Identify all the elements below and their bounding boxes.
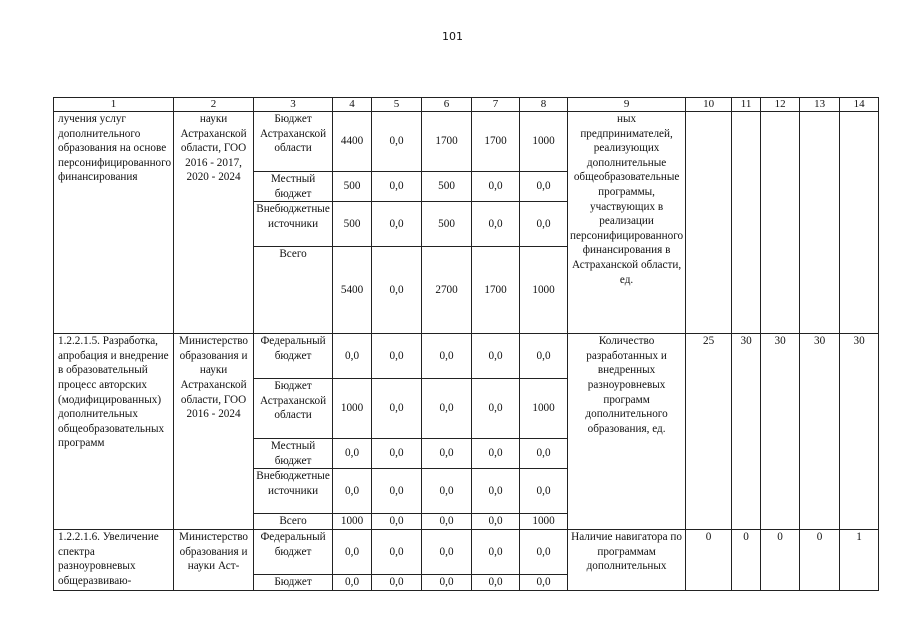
value-cell: 500 bbox=[422, 172, 472, 202]
value-cell: 0,0 bbox=[520, 202, 568, 247]
value-cell: 1000 bbox=[520, 247, 568, 334]
value-cell: 0,0 bbox=[372, 247, 422, 334]
header-cell: 10 bbox=[686, 98, 732, 112]
header-cell: 5 bbox=[372, 98, 422, 112]
value-cell: 2700 bbox=[422, 247, 472, 334]
value-cell: 0,0 bbox=[372, 112, 422, 172]
header-cell: 13 bbox=[800, 98, 840, 112]
value-cell: 1000 bbox=[520, 112, 568, 172]
target-cell bbox=[761, 112, 800, 334]
target-cell: 25 bbox=[686, 334, 732, 530]
table-row bbox=[54, 529, 879, 574]
funding-source-cell: Местный бюджет bbox=[254, 172, 333, 202]
header-cell: 7 bbox=[472, 98, 520, 112]
value-cell: 1000 bbox=[520, 514, 568, 530]
funding-source-cell: Внебюджетные источники bbox=[254, 202, 333, 247]
value-cell: 0,0 bbox=[472, 574, 520, 590]
value-cell: 0,0 bbox=[472, 334, 520, 379]
header-cell: 2 bbox=[174, 98, 254, 112]
value-cell: 4400 bbox=[333, 112, 372, 172]
table-row bbox=[54, 334, 879, 379]
funding-source-cell: Бюджет bbox=[254, 574, 333, 590]
value-cell: 0,0 bbox=[422, 469, 472, 514]
value-cell: 0,0 bbox=[372, 334, 422, 379]
value-cell: 1000 bbox=[333, 379, 372, 439]
indicator-cell: ных предпринимателей, реализующих дополнительные общеобразовательные программы, участвующих в реализации персонифицированного финансирования в Астраханской области, ед. bbox=[568, 112, 686, 334]
value-cell: 1700 bbox=[472, 112, 520, 172]
value-cell: 0,0 bbox=[520, 334, 568, 379]
value-cell: 0,0 bbox=[372, 379, 422, 439]
header-cell: 14 bbox=[840, 98, 879, 112]
value-cell: 500 bbox=[333, 202, 372, 247]
header-cell: 1 bbox=[54, 98, 174, 112]
funding-source-cell: Бюджет Астраханской области bbox=[254, 379, 333, 439]
target-cell bbox=[800, 112, 840, 334]
value-cell: 0,0 bbox=[333, 574, 372, 590]
target-cell bbox=[686, 112, 732, 334]
value-cell: 0,0 bbox=[422, 334, 472, 379]
value-cell: 0,0 bbox=[333, 469, 372, 514]
value-cell: 0,0 bbox=[472, 172, 520, 202]
page-number: 101 bbox=[442, 30, 463, 43]
funding-source-cell: Всего bbox=[254, 514, 333, 530]
value-cell: 0,0 bbox=[472, 379, 520, 439]
value-cell: 0,0 bbox=[422, 574, 472, 590]
funding-source-cell: Федеральный бюджет bbox=[254, 334, 333, 379]
value-cell: 0,0 bbox=[520, 439, 568, 469]
target-cell: 0 bbox=[686, 529, 732, 590]
header-cell: 9 bbox=[568, 98, 686, 112]
value-cell: 5400 bbox=[333, 247, 372, 334]
target-cell: 0 bbox=[732, 529, 761, 590]
target-cell: 1 bbox=[840, 529, 879, 590]
value-cell: 500 bbox=[333, 172, 372, 202]
header-cell: 8 bbox=[520, 98, 568, 112]
value-cell: 0,0 bbox=[372, 439, 422, 469]
value-cell: 0,0 bbox=[422, 529, 472, 574]
value-cell: 0,0 bbox=[372, 529, 422, 574]
value-cell: 0,0 bbox=[372, 574, 422, 590]
table-row bbox=[54, 112, 879, 172]
value-cell: 0,0 bbox=[372, 469, 422, 514]
header-cell: 4 bbox=[333, 98, 372, 112]
target-cell: 30 bbox=[800, 334, 840, 530]
value-cell: 0,0 bbox=[333, 334, 372, 379]
value-cell: 1000 bbox=[333, 514, 372, 530]
target-cell: 0 bbox=[800, 529, 840, 590]
header-cell: 11 bbox=[732, 98, 761, 112]
activity-cell: 1.2.2.1.5. Разработка, апробация и внедрение в образовательный процесс авторских (модифицированных) дополнительных общеобразовательных программ bbox=[54, 334, 174, 530]
value-cell: 500 bbox=[422, 202, 472, 247]
executor-cell: Министерство образования и науки Астраханской области, ГОО 2016 - 2024 bbox=[174, 334, 254, 530]
value-cell: 1700 bbox=[422, 112, 472, 172]
value-cell: 0,0 bbox=[520, 469, 568, 514]
value-cell: 0,0 bbox=[422, 514, 472, 530]
target-cell bbox=[732, 112, 761, 334]
activity-cell: лучения услуг дополнительного образования на основе персонифицированного финансирования bbox=[54, 112, 174, 334]
value-cell: 1000 bbox=[520, 379, 568, 439]
header-cell: 12 bbox=[761, 98, 800, 112]
value-cell: 0,0 bbox=[472, 529, 520, 574]
value-cell: 0,0 bbox=[472, 202, 520, 247]
budget-table bbox=[53, 97, 879, 591]
header-row bbox=[54, 98, 879, 112]
value-cell: 0,0 bbox=[422, 439, 472, 469]
funding-source-cell: Бюджет Астраханской области bbox=[254, 112, 333, 172]
value-cell: 0,0 bbox=[372, 202, 422, 247]
target-cell: 30 bbox=[732, 334, 761, 530]
value-cell: 0,0 bbox=[372, 514, 422, 530]
funding-source-cell: Внебюджетные источники bbox=[254, 469, 333, 514]
value-cell: 0,0 bbox=[472, 514, 520, 530]
value-cell: 0,0 bbox=[422, 379, 472, 439]
activity-cell: 1.2.2.1.6. Увеличение спектра разноуровневых общеразвиваю- bbox=[54, 529, 174, 590]
value-cell: 1700 bbox=[472, 247, 520, 334]
value-cell: 0,0 bbox=[372, 172, 422, 202]
value-cell: 0,0 bbox=[333, 529, 372, 574]
target-cell: 30 bbox=[761, 334, 800, 530]
value-cell: 0,0 bbox=[472, 439, 520, 469]
indicator-cell: Наличие навигатора по программам дополнительных bbox=[568, 529, 686, 590]
value-cell: 0,0 bbox=[520, 529, 568, 574]
value-cell: 0,0 bbox=[520, 172, 568, 202]
indicator-cell: Количество разработанных и внедренных разноуровневых программ дополнительного образования, ед. bbox=[568, 334, 686, 530]
value-cell: 0,0 bbox=[333, 439, 372, 469]
target-cell: 30 bbox=[840, 334, 879, 530]
executor-cell: науки Астраханской области, ГОО 2016 - 2017, 2020 - 2024 bbox=[174, 112, 254, 334]
target-cell bbox=[840, 112, 879, 334]
value-cell: 0,0 bbox=[472, 469, 520, 514]
header-cell: 6 bbox=[422, 98, 472, 112]
funding-source-cell: Местный бюджет bbox=[254, 439, 333, 469]
funding-source-cell: Федеральный бюджет bbox=[254, 529, 333, 574]
funding-source-cell: Всего bbox=[254, 247, 333, 334]
target-cell: 0 bbox=[761, 529, 800, 590]
header-cell: 3 bbox=[254, 98, 333, 112]
value-cell: 0,0 bbox=[520, 574, 568, 590]
executor-cell: Министерство образования и науки Аст- bbox=[174, 529, 254, 590]
